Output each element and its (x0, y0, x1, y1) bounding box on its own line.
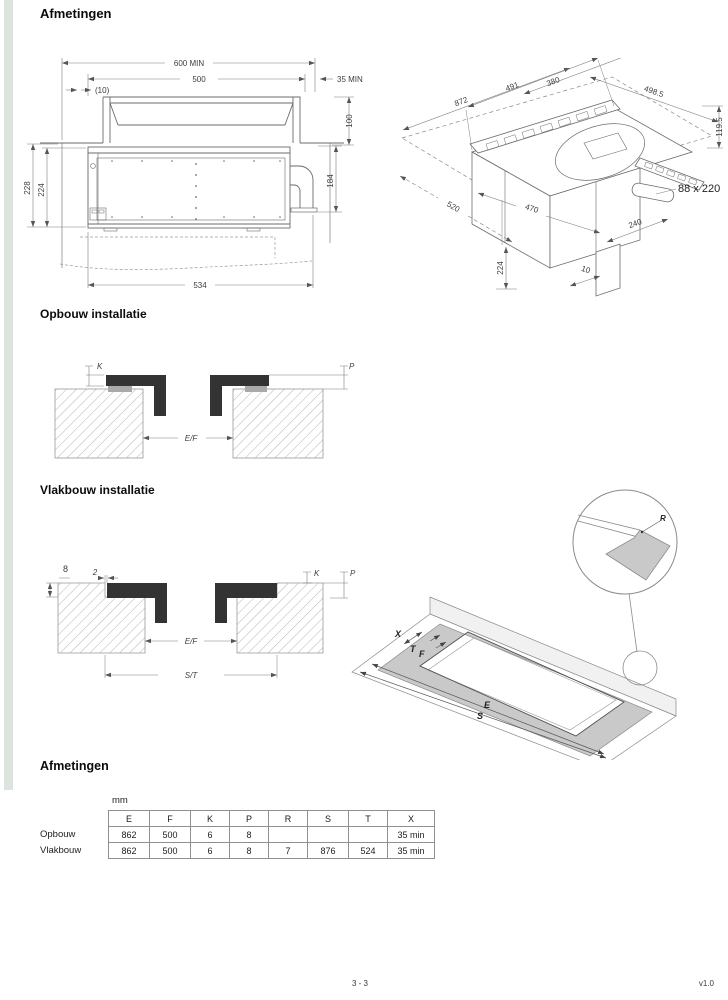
dim-10-offset: (10) (95, 86, 110, 95)
col-header-e: E (109, 811, 150, 827)
dim-184: 184 (326, 174, 335, 188)
dim-35-min: 35 MIN (337, 75, 363, 84)
dim-600-min: 600 MIN (173, 59, 205, 68)
dim-119-5: 119.5 (715, 117, 724, 137)
label-t: T (410, 644, 416, 654)
dim-491: 491 (504, 80, 520, 94)
dim-534: 534 (193, 281, 207, 290)
dimensions-table (108, 810, 435, 859)
gasket-right (245, 386, 267, 392)
cell (308, 827, 349, 843)
cell: 862 (109, 827, 150, 843)
label-2: 2 (92, 568, 98, 577)
dim-240: 240 (627, 217, 643, 231)
label-p-vlakbouw: P (350, 569, 356, 578)
label-f: F (419, 649, 425, 659)
table-row (109, 843, 435, 859)
worktop-block-left (55, 389, 143, 458)
table-header-row (109, 811, 435, 827)
vlakbouw-frame-drawing (340, 470, 728, 760)
hob-cross-section (40, 97, 344, 268)
dim-380: 380 (545, 75, 561, 89)
worktop-block-right (233, 389, 323, 458)
table-title: Afmetingen (40, 759, 109, 773)
dim-100: 100 (345, 114, 354, 128)
cell (269, 827, 308, 843)
dim-duct-size: 88 x 220 (678, 183, 721, 195)
worktop-cutout-3d (352, 597, 676, 760)
dim-10-iso: 10 (580, 263, 592, 276)
dim-228: 228 (23, 181, 32, 195)
label-s: S (477, 711, 484, 721)
dim-224: 224 (37, 183, 46, 197)
col-header-p: P (230, 811, 269, 827)
label-k-opbouw: K (97, 362, 103, 371)
cabinet-dashed-outline (60, 237, 312, 270)
col-header-t: T (349, 811, 388, 827)
dim-470: 470 (524, 202, 540, 215)
row-label-opbouw: Opbouw (40, 829, 76, 840)
cell: 500 (150, 843, 191, 859)
cell: 862 (109, 843, 150, 859)
table-row (109, 827, 435, 843)
col-header-f: F (150, 811, 191, 827)
cell: 35 min (388, 827, 435, 843)
dim-500: 500 (192, 75, 206, 84)
vlakbouw-cross-section (30, 550, 360, 695)
label-8: 8 (63, 564, 69, 574)
row-label-vlakbouw: Vlakbouw (40, 845, 82, 856)
label-ef-opbouw: E/F (184, 434, 198, 443)
col-header-k: K (191, 811, 230, 827)
label-x: X (395, 629, 402, 639)
cell: 876 (308, 843, 349, 859)
cell: 6 (191, 827, 230, 843)
section-vlakbouw-title: Vlakbouw installatie (40, 483, 155, 497)
opbouw-cross-section (30, 355, 360, 465)
label-r: R (660, 514, 666, 523)
cell: 35 min (388, 843, 435, 859)
cell: 524 (349, 843, 388, 859)
isometric-view-drawing (398, 58, 728, 303)
table-unit: mm (112, 795, 128, 806)
magnifier-leader (629, 593, 637, 652)
dim-520: 520 (445, 199, 462, 215)
label-ef-vlakbouw: E/F (184, 637, 198, 646)
cell: 8 (230, 827, 269, 843)
page-number: 3 - 3 (352, 979, 369, 988)
screw-dots (111, 160, 281, 220)
label-p-opbouw: P (349, 362, 355, 371)
label-st-vlakbouw: S/T (184, 671, 198, 680)
corner-detail-magnified (573, 490, 677, 594)
col-header-x: X (388, 811, 435, 827)
cell: 7 (269, 843, 308, 859)
page-edge-bar (4, 0, 13, 790)
col-header-s: S (308, 811, 349, 827)
front-view-drawing (20, 52, 390, 300)
cell: 500 (150, 827, 191, 843)
label-e: E (484, 700, 491, 710)
dim-224-iso: 224 (496, 261, 505, 275)
gasket-left (108, 386, 132, 392)
version-label: v1.0 (698, 979, 714, 988)
cell: 6 (191, 843, 230, 859)
cell (349, 827, 388, 843)
detail-source-circle (623, 651, 657, 685)
dim-498-5: 498.5 (642, 84, 665, 100)
front-dim-lines (27, 58, 354, 288)
col-header-r: R (269, 811, 308, 827)
cell: 8 (230, 843, 269, 859)
dim-872: 872 (453, 95, 469, 109)
page-title: Afmetingen (40, 6, 112, 21)
section-opbouw-title: Opbouw installatie (40, 307, 147, 321)
label-k-vlakbouw: K (314, 569, 320, 578)
